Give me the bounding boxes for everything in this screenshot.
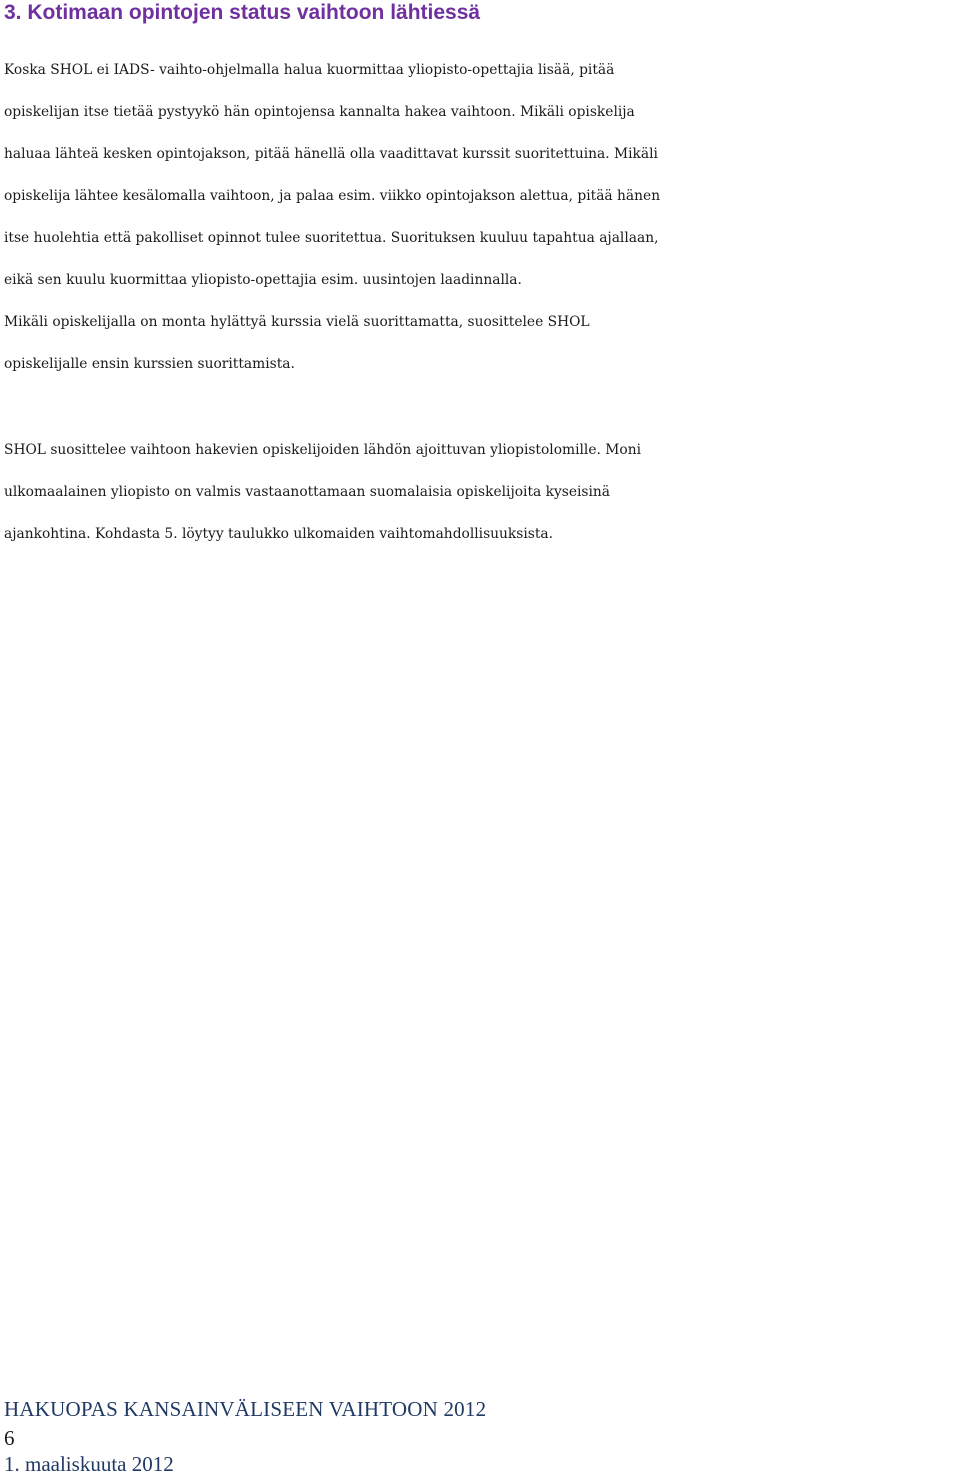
paragraph-line: opiskelijan itse tietää pystyykö hän opintojensa kannalta hakea vaihtoon. Mikäli opiskelija [4,104,635,120]
section-heading: 3. Kotimaan opintojen status vaihtoon lähtiessä [4,1,481,24]
footer-date: 1. maaliskuuta 2012 [4,1452,174,1476]
paragraph-line: eikä sen kuulu kuormittaa yliopisto-opettajia esim. uusintojen laadinnalla. [4,272,522,288]
paragraph-status [4,49,960,385]
footer-page-number: 6 [4,1426,15,1450]
paragraph-line: opiskelija lähtee kesälomalla vaihtoon, ja palaa esim. viikko opintojakson alettua, pitää hänen [4,188,661,204]
footer-title: HAKUOPAS KANSAINVÄLISEEN VAIHTOON 2012 [4,1397,487,1421]
paragraph-line: opiskelijalle ensin kurssien suorittamista. [4,356,295,372]
paragraph-line: Mikäli opiskelijalla on monta hylättyä kurssia vielä suorittamatta, suosittelee SHOL [4,314,590,330]
paragraph-line: Koska SHOL ei IADS- vaihto-ohjelmalla halua kuormittaa yliopisto-opettajia lisää, pitää [4,62,615,78]
paragraph-line: haluaa lähteä kesken opintojakson, pitää hänellä olla vaadittavat kurssit suoritettuina. Mikäli [4,146,658,162]
paragraph-line: SHOL suosittelee vaihtoon hakevien opiskelijoiden lähdön ajoittuvan yliopistolomille. Moni [4,442,641,458]
paragraph-recommendation [4,429,960,555]
paragraph-line: ajankohtina. Kohdasta 5. löytyy taulukko ulkomaiden vaihtomahdollisuuksista. [4,526,554,542]
paragraph-line: itse huolehtia että pakolliset opinnot tulee suoritettua. Suorituksen kuuluu tapahtua ajallaan, [4,230,659,246]
paragraph-line: ulkomaalainen yliopisto on valmis vastaanottamaan suomalaisia opiskelijoita kyseisinä [4,484,611,500]
